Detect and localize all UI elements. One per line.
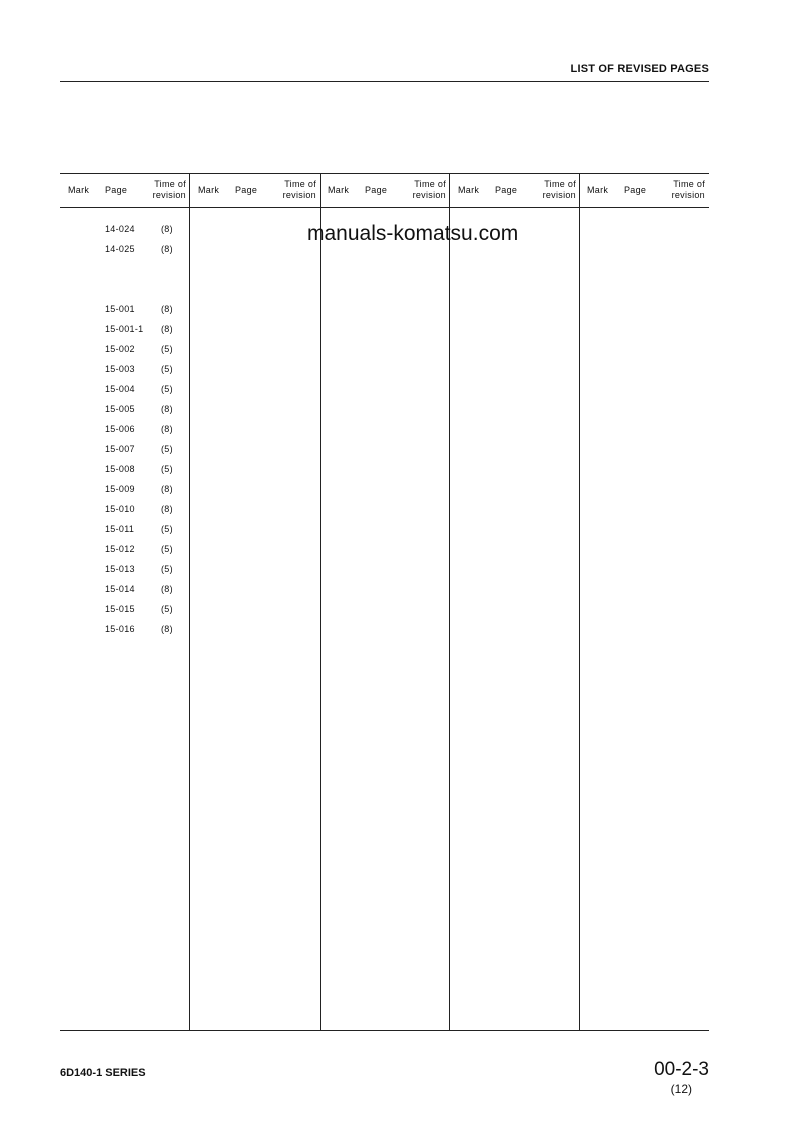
table-row	[60, 424, 189, 438]
header-time-line2: revision	[282, 190, 316, 200]
header-time-line1: Time of	[414, 179, 446, 189]
table-row	[60, 524, 189, 538]
row-page: 15-001	[105, 304, 135, 314]
row-page: 15-016	[105, 624, 135, 634]
row-revision: (8)	[161, 324, 173, 334]
row-page: 15-004	[105, 384, 135, 394]
footer-revision: (12)	[670, 1082, 692, 1096]
header-time-of-revision	[153, 179, 186, 201]
table-row	[60, 404, 189, 418]
row-page: 15-001-1	[105, 324, 144, 334]
table-header-group-2	[190, 173, 319, 207]
table-bottom-rule	[60, 1030, 709, 1031]
row-page: 14-025	[105, 244, 135, 254]
row-page: 15-008	[105, 464, 135, 474]
header-time-line2: revision	[412, 190, 446, 200]
header-page: Page	[365, 185, 388, 195]
table-row	[60, 444, 189, 458]
header-page: Page	[624, 185, 647, 195]
column-divider	[189, 173, 190, 1030]
row-revision: (5)	[161, 464, 173, 474]
header-time-line1: Time of	[284, 179, 316, 189]
table-row	[60, 464, 189, 478]
table-header-rule	[60, 207, 709, 208]
table-header-group-5	[579, 173, 708, 207]
table-row	[60, 564, 189, 578]
row-revision: (5)	[161, 344, 173, 354]
header-mark: Mark	[328, 185, 350, 195]
row-revision: (8)	[161, 424, 173, 434]
column-divider	[579, 173, 580, 1030]
row-revision: (8)	[161, 304, 173, 314]
table-row	[60, 224, 189, 238]
row-page: 15-010	[105, 504, 135, 514]
row-page: 15-005	[105, 404, 135, 414]
row-page: 15-012	[105, 544, 135, 554]
header-time-line1: Time of	[154, 179, 186, 189]
row-revision: (8)	[161, 504, 173, 514]
row-revision: (8)	[161, 404, 173, 414]
table-header-group-1	[60, 173, 189, 207]
table-row	[60, 624, 189, 638]
row-page: 15-009	[105, 484, 135, 494]
watermark-text: manuals-komatsu.com	[307, 222, 519, 245]
row-revision: (5)	[161, 524, 173, 534]
header-time-of-revision	[283, 179, 316, 201]
header-time-line2: revision	[542, 190, 576, 200]
header-mark: Mark	[458, 185, 480, 195]
table-row	[60, 304, 189, 318]
row-page: 15-014	[105, 584, 135, 594]
column-divider	[320, 173, 321, 1030]
row-revision: (5)	[161, 604, 173, 614]
row-page: 15-003	[105, 364, 135, 374]
footer-page-number: 00-2-3	[654, 1059, 709, 1080]
header-time-line1: Time of	[673, 179, 705, 189]
row-revision: (5)	[161, 564, 173, 574]
header-page: Page	[105, 185, 128, 195]
header-mark: Mark	[198, 185, 220, 195]
column-divider	[449, 173, 450, 1030]
table-row	[60, 344, 189, 358]
row-revision: (8)	[161, 624, 173, 634]
row-page: 15-007	[105, 444, 135, 454]
page-header-title: LIST OF REVISED PAGES	[570, 63, 709, 75]
row-page: 15-011	[105, 524, 135, 534]
row-revision: (8)	[161, 484, 173, 494]
table-header-group-3	[320, 173, 449, 207]
table-row	[60, 604, 189, 618]
row-page: 15-015	[105, 604, 135, 614]
footer-series: 6D140-1 SERIES	[60, 1067, 146, 1079]
row-page: 15-002	[105, 344, 135, 354]
row-revision: (8)	[161, 584, 173, 594]
header-mark: Mark	[68, 185, 90, 195]
row-page: 15-006	[105, 424, 135, 434]
row-revision: (8)	[161, 244, 173, 254]
table-row	[60, 584, 189, 598]
header-time-line2: revision	[671, 190, 705, 200]
header-rule	[60, 81, 709, 82]
header-time-of-revision	[413, 179, 446, 201]
table-row	[60, 504, 189, 518]
header-time-line2: revision	[152, 190, 186, 200]
header-time-line1: Time of	[544, 179, 576, 189]
header-page: Page	[235, 185, 258, 195]
header-page: Page	[495, 185, 518, 195]
header-time-of-revision	[543, 179, 576, 201]
table-row	[60, 364, 189, 378]
table-row	[60, 324, 189, 338]
table-row	[60, 244, 189, 258]
table-row	[60, 384, 189, 398]
table-row	[60, 544, 189, 558]
table-header-group-4	[450, 173, 579, 207]
row-page: 14-024	[105, 224, 135, 234]
row-revision: (5)	[161, 364, 173, 374]
header-mark: Mark	[587, 185, 609, 195]
row-page: 15-013	[105, 564, 135, 574]
row-revision: (8)	[161, 224, 173, 234]
row-revision: (5)	[161, 444, 173, 454]
row-revision: (5)	[161, 384, 173, 394]
table-row	[60, 484, 189, 498]
row-revision: (5)	[161, 544, 173, 554]
header-time-of-revision	[672, 179, 705, 201]
